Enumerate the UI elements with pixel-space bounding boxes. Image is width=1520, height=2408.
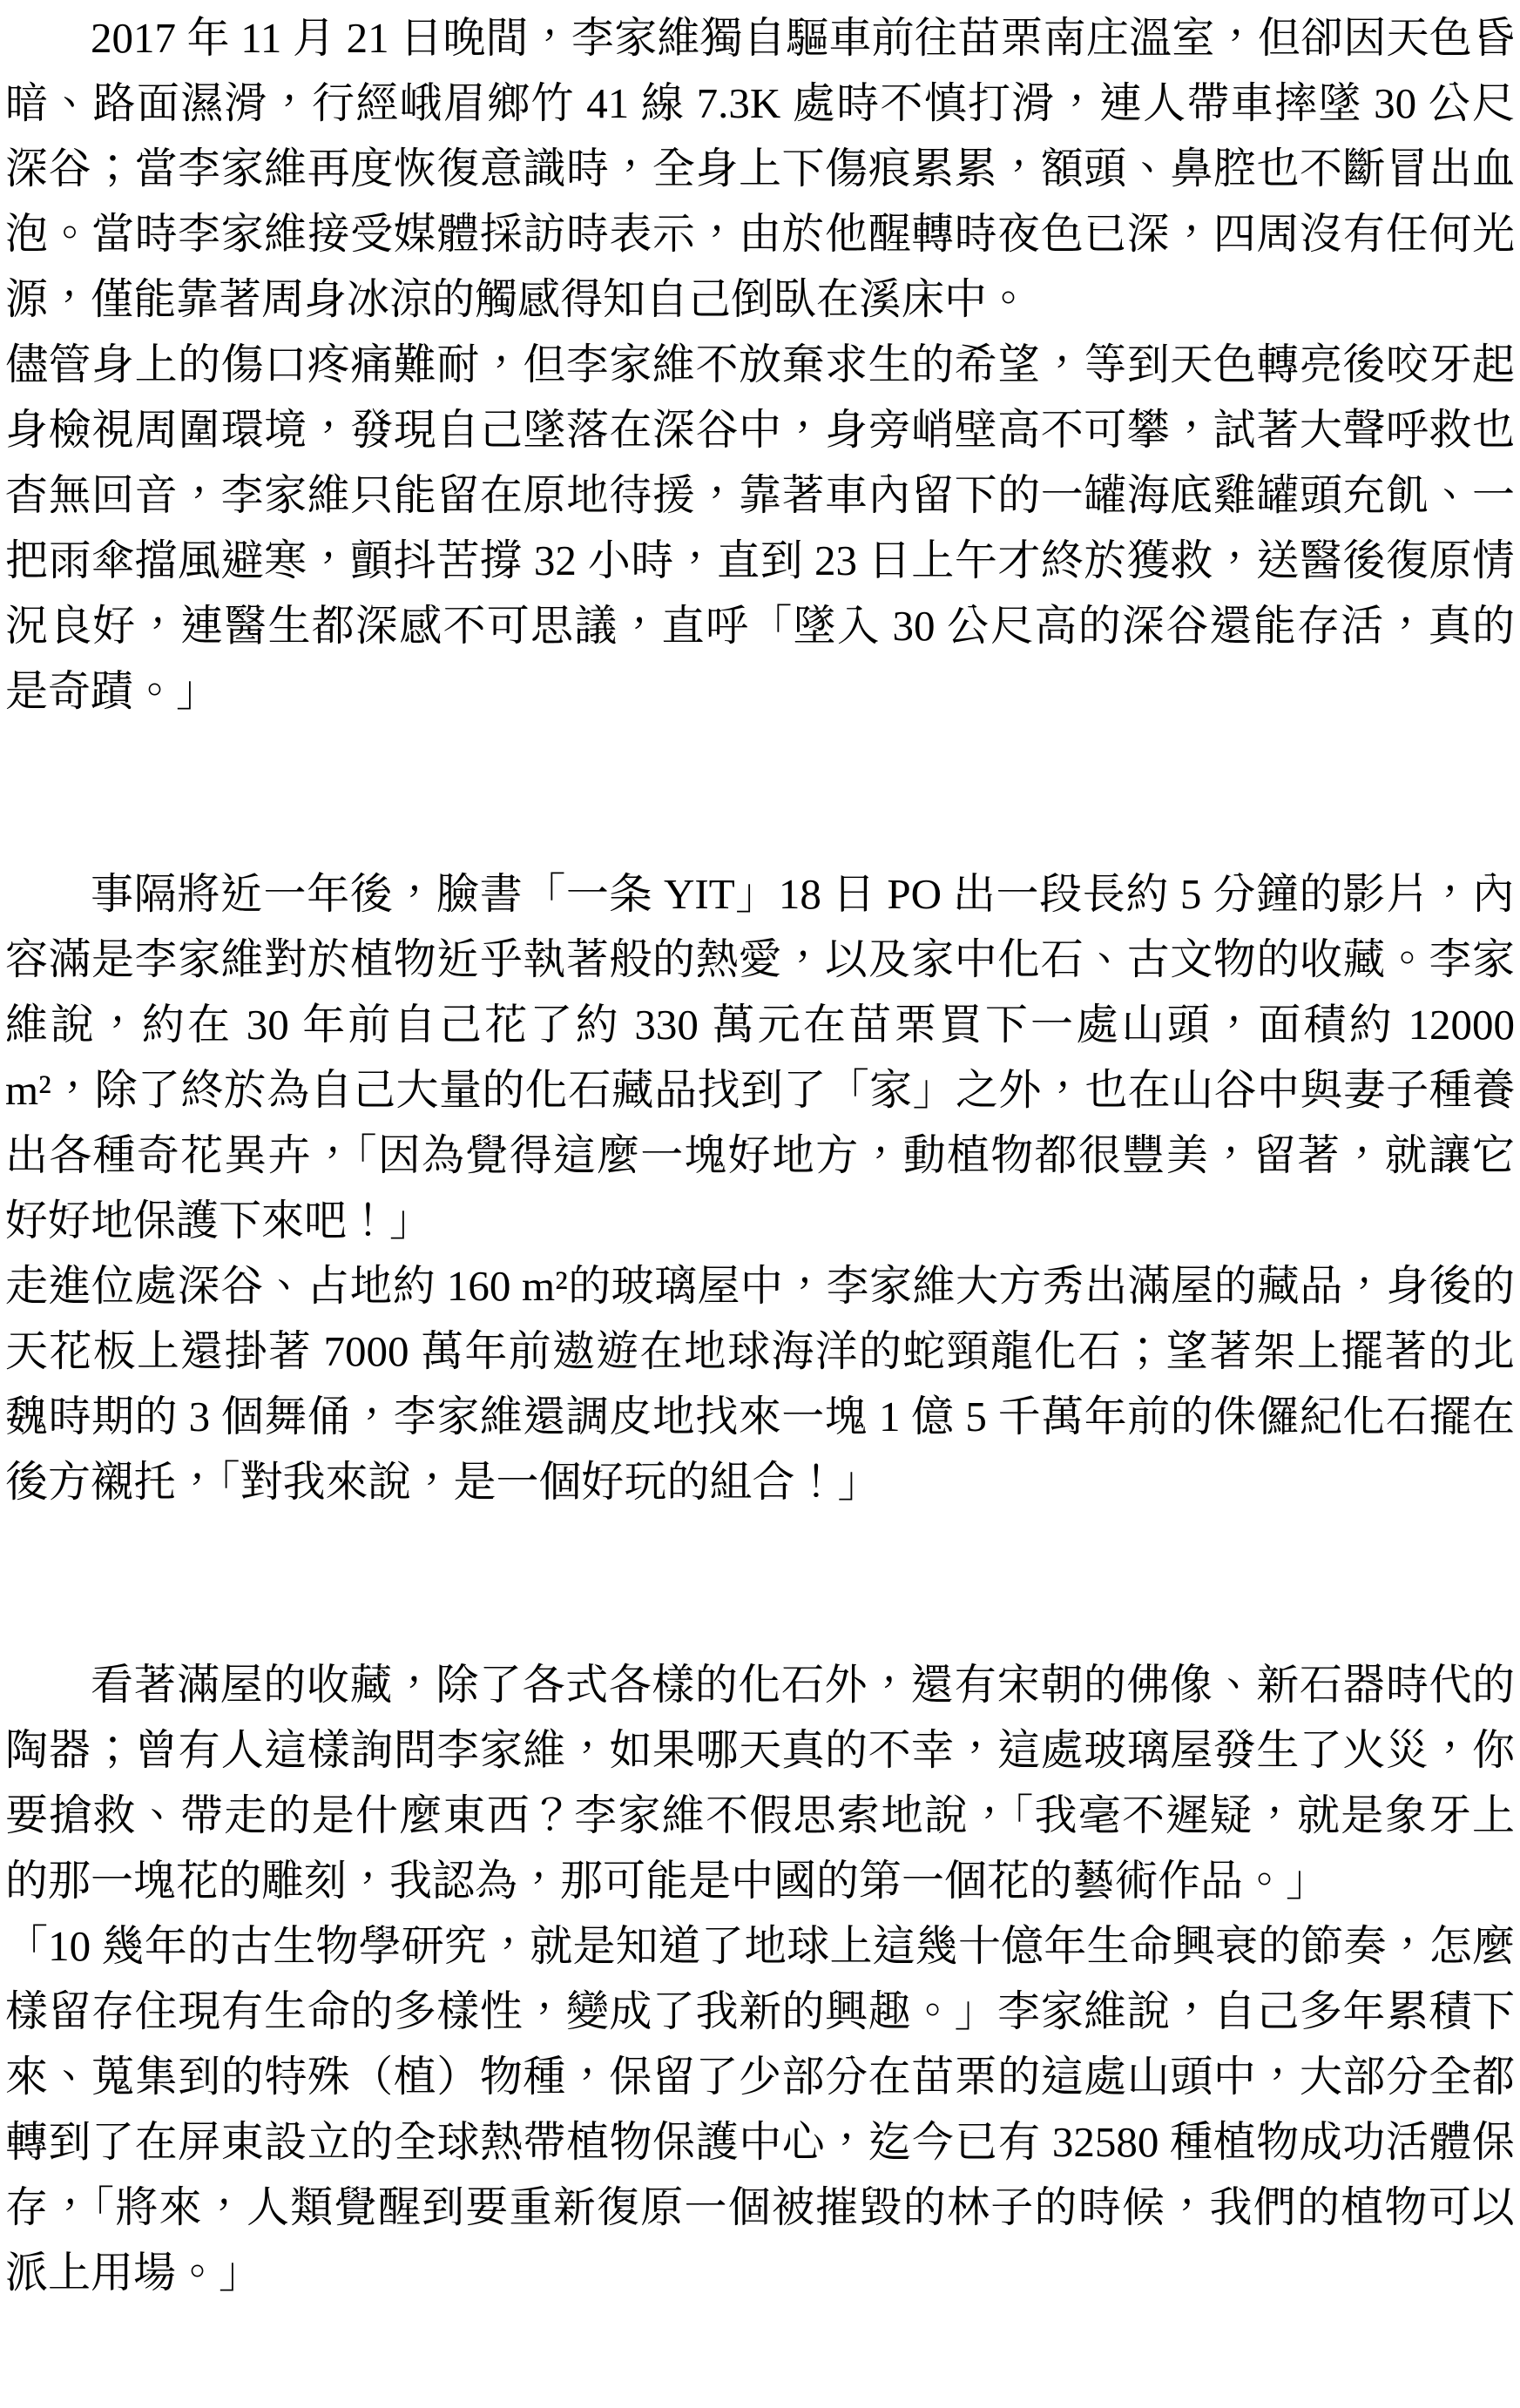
paragraph-collection-fire-question: 看著滿屋的收藏，除了各式各樣的化石外，還有宋朝的佛像、新石器時代的陶器；曾有人這樣詢問李家維，如果哪天真的不幸，這處玻璃屋發生了火災，你要搶救、帶走的是什麼東西？李家維不假思索地說，「我毫不遲疑，就是象牙上的那一塊花的雕刻，我認為，那可能是中國的第一個花的藝術作品。」 <box>5 1661 1515 1905</box>
paragraph-paleontology-plant-conservation: 「10 幾年的古生物學研究，就是知道了地球上這幾十億年生命興衰的節奏，怎麼樣留存住現有生命的多樣性，變成了我新的興趣。」李家維說，自己多年累積下來、蒐集到的特殊（植）物種，保留了少部分在苗栗的這處山頭中，大部分全都轉到了在屏東設立的全球熱帶植物保護中心，迄今已有 32580 種植物成功活體保存，「將來，人類覺醒到要重新復原一個被摧毀的林子的時候，我們的植物可以派上用場。」 <box>5 1922 1515 2297</box>
paragraph-survival-rescue: 儘管身上的傷口疼痛難耐，但李家維不放棄求生的希望，等到天色轉亮後咬牙起身檢視周圍環境，發現自己墜落在深谷中，身旁峭壁高不可攀，試著大聲呼救也杳無回音，李家維只能留在原地待援，靠著車內留下的一罐海底雞罐頭充飢、一把雨傘擋風避寒，顫抖苦撐 32 小時，直到 23 日上午才終於獲救，送醫後復原情況良好，連醫生都深感不可思議，直呼「墜入 30 公尺高的深谷還能存活，真的是奇蹟。」 <box>5 341 1515 715</box>
paragraph-glasshouse-fossils: 走進位處深谷、占地約 160 m²的玻璃屋中，李家維大方秀出滿屋的藏品，身後的天花板上還掛著 7000 萬年前遨遊在地球海洋的蛇頸龍化石；望著架上擺著的北魏時期的 3 個舞俑，李家維還調皮地找來一塊 1 億 5 千萬年前的侏儸紀化石擺在後方襯托，「對我來說，是一個好玩的組合！」 <box>5 1262 1515 1506</box>
paragraph-facebook-video-mountain: 事隔將近一年後，臉書「一条 YIT」18 日 PO 出一段長約 5 分鐘的影片，內容滿是李家維對於植物近乎執著般的熱愛，以及家中化石、古文物的收藏。李家維說，約在 30 年前自己花了約 330 萬元在苗栗買下一處山頭，面積約 12000 m²，除了終於為自己大量的化石藏品找到了「家」之外，也在山谷中與妻子種養出各種奇花異卉，「因為覺得這麼一塊好地方，動植物都很豐美，留著，就讓它好好地保護下來吧！」 <box>5 870 1515 1244</box>
paragraph-accident-crash: 2017 年 11 月 21 日晚間，李家維獨自驅車前往苗栗南庄溫室，但卻因天色昏暗、路面濕滑，行經峨眉鄉竹 41 線 7.3K 處時不慎打滑，連人帶車摔墜 30 公尺深谷；當李家維再度恢復意識時，全身上下傷痕累累，額頭、鼻腔也不斷冒出血泡。當時李家維接受媒體採訪時表示，由於他醒轉時夜色已深，四周沒有任何光源，僅能靠著周身冰涼的觸感得知自己倒臥在溪床中。 <box>5 14 1515 323</box>
